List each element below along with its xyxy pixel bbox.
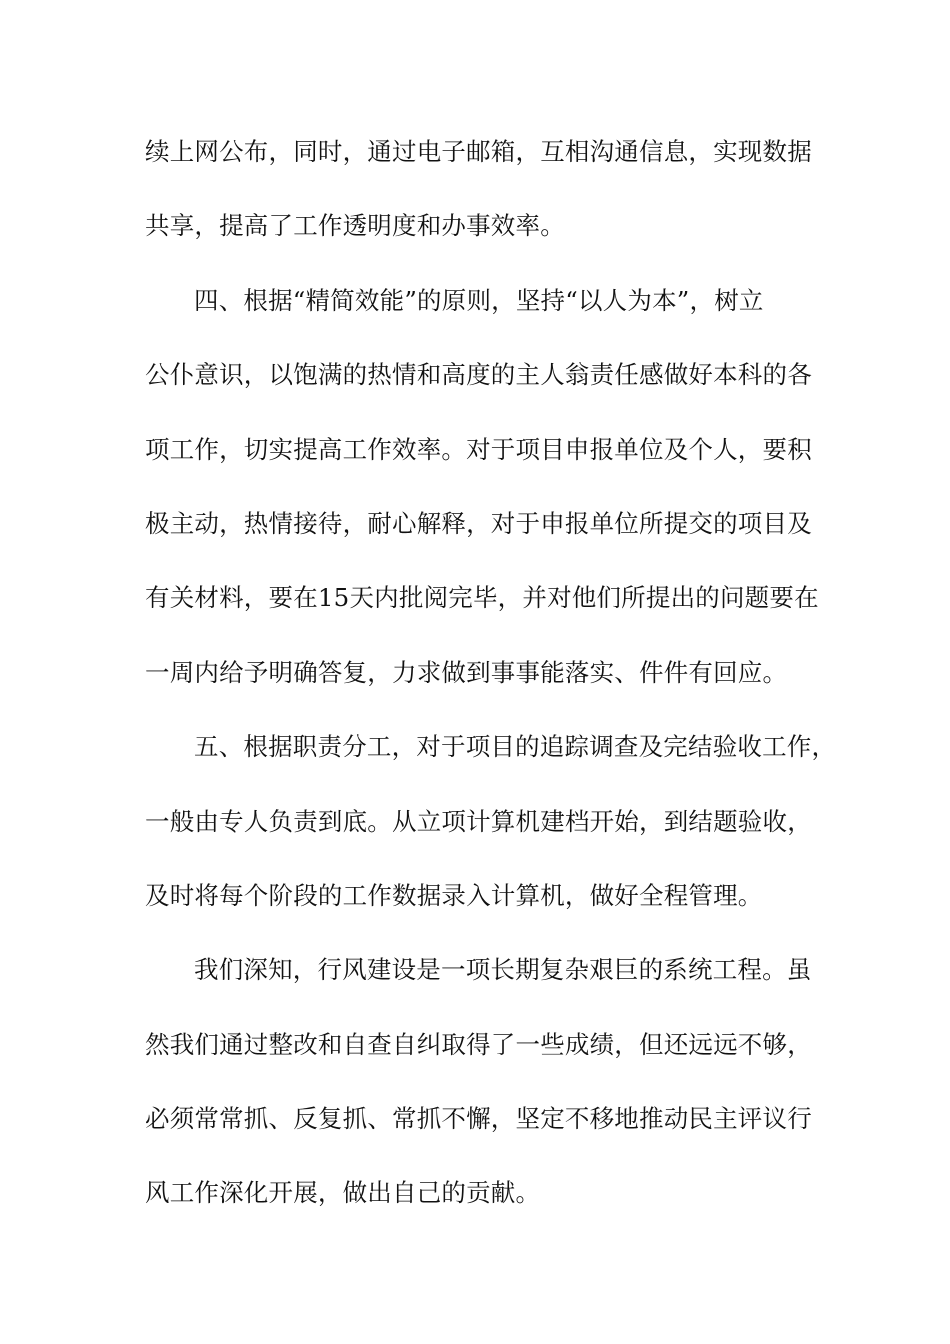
paragraph-start-line: 我们深知，行风建设是一项长期复杂艰巨的系统工程。虽 [194,955,812,985]
text-line: 然我们通过整改和自查自纠取得了一些成绩，但还远远不够， [145,1029,812,1059]
text-line: 续上网公布，同时，通过电子邮箱，互相沟通信息，实现数据 [145,137,812,166]
text-line: 有关材料，要在15天内批阅完毕，并对他们所提出的问题要在 [145,583,819,613]
text-line: 共享，提高了工作透明度和办事效率。 [145,211,565,241]
text-line: 公仆意识，以饱满的热情和高度的主人翁责任感做好本科的各 [145,360,812,390]
text-line: 及时将每个阶段的工作数据录入计算机，做好全程管理。 [145,880,763,910]
text-line: 必须常常抓、反复抓、常抓不懈，坚定不移地推动民主评议行 [145,1104,812,1134]
text-line: 极主动，热情接待，耐心解释，对于申报单位所提交的项目及 [145,508,812,538]
paragraph-start-line: 五、根据职责分工，对于项目的追踪调查及完结验收工作， [194,732,837,762]
paragraph-start-line: 四、根据“精简效能”的原则，坚持“以人为本”，树立 [194,285,764,315]
document-body [145,126,837,1242]
text-line: 一般由专人负责到底。从立项计算机建档开始，到结题验收， [145,806,812,836]
text-line: 风工作深化开展，做出自己的贡献。 [145,1178,541,1208]
text-line: 项工作，切实提高工作效率。对于项目申报单位及个人，要积 [145,434,812,464]
text-line: 一周内给予明确答复，力求做到事事能落实、件件有回应。 [145,657,788,687]
